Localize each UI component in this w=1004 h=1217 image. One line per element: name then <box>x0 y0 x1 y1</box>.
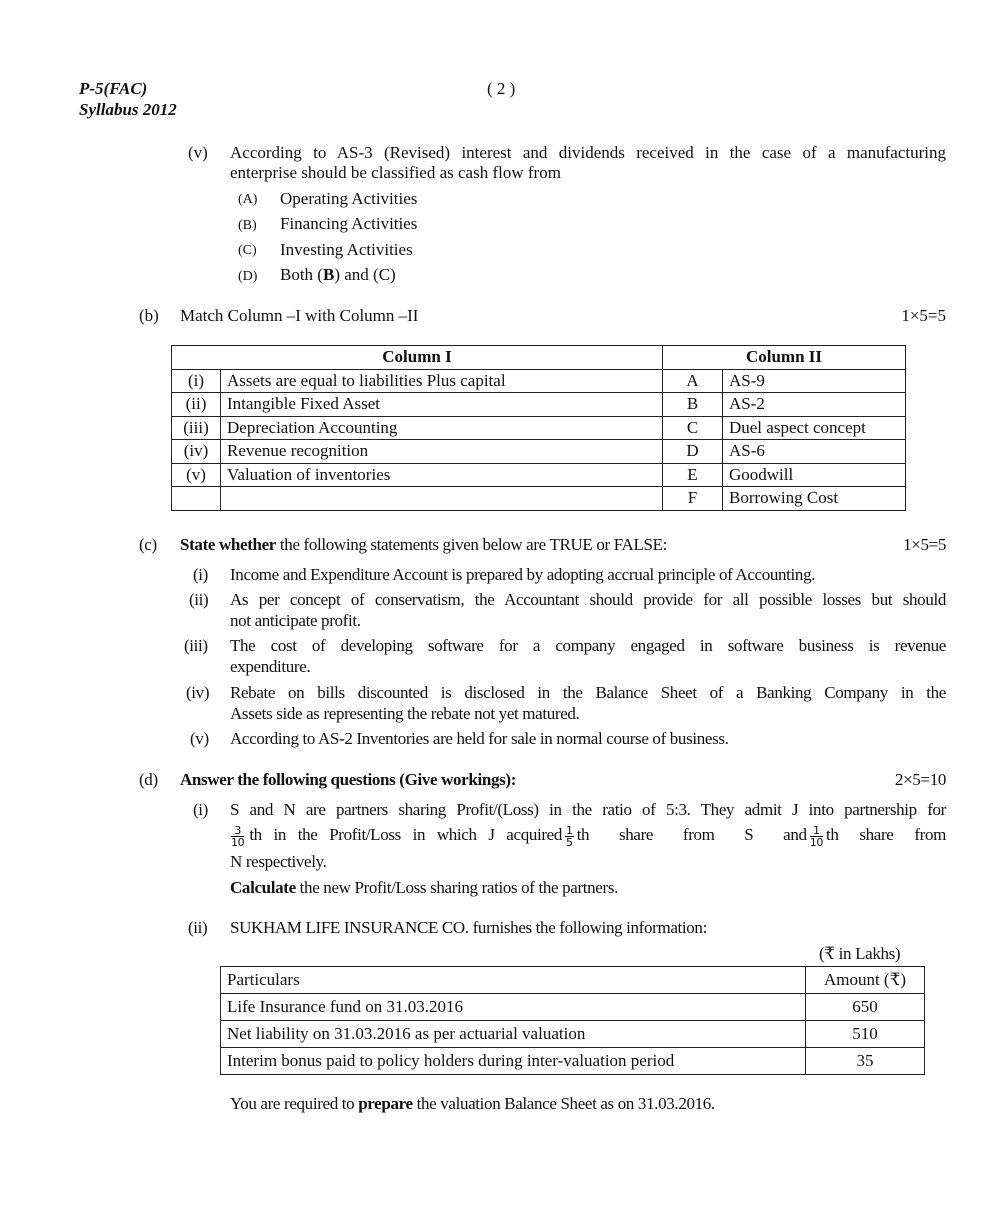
amount-cell: 510 <box>806 1021 925 1048</box>
part-title: Answer the following questions (Give workings): <box>180 770 517 789</box>
column-1-item: Valuation of inventories <box>221 463 663 487</box>
part-title: Match Column –I with Column –II <box>180 306 419 325</box>
question-number: (v) <box>188 143 208 162</box>
question-text: According to AS-3 (Revised) interest and dividends received in the case of a manufacturing <box>230 143 946 162</box>
part-title <box>180 535 667 555</box>
unit-label: (₹ in Lakhs) <box>819 944 901 963</box>
text-segment-3: th share from <box>826 824 946 844</box>
instruction-rest: the new Profit/Loss sharing ratios of the partners. <box>295 878 618 897</box>
column-2-item: Goodwill <box>722 463 905 487</box>
table-header-row <box>221 967 925 994</box>
table-row <box>172 440 906 464</box>
part-label: (d) <box>139 770 158 789</box>
text-segment-2: th share from S and <box>576 824 807 844</box>
row-key: A <box>662 369 722 393</box>
table-row <box>172 393 906 417</box>
instruction-pre: You are required to <box>230 1094 359 1113</box>
instruction-post: the valuation Balance Sheet as on 31.03.2016. <box>412 1094 715 1113</box>
instruction-bold: prepare <box>358 1094 413 1113</box>
marks: 1×5=5 <box>903 535 946 554</box>
instruction <box>230 878 618 898</box>
statement-number: (iii) <box>184 636 208 655</box>
option-key: (A) <box>238 192 258 207</box>
statement-text: Rebate on bills discounted is disclosed in the Balance Sheet of a Banking Company in the <box>230 683 946 702</box>
question-number: (ii) <box>188 918 208 937</box>
option-key: (D) <box>238 269 258 284</box>
fraction-numerator: 3 <box>231 825 244 837</box>
row-key: F <box>662 487 722 511</box>
particular-cell: Net liability on 31.03.2016 as per actuarial valuation <box>221 1021 806 1048</box>
part-label: (c) <box>139 535 157 554</box>
column-2-item: AS-6 <box>722 440 905 464</box>
statement-text: According to AS-2 Inventories are held for sale in normal course of business. <box>230 729 729 748</box>
fraction <box>810 825 823 848</box>
column-header: Amount (₹) <box>806 967 925 994</box>
statement-number: (ii) <box>189 590 209 609</box>
question-number: (i) <box>193 800 208 819</box>
table-row <box>221 994 925 1021</box>
question-text: N respectively. <box>230 852 327 871</box>
column-2-item: Duel aspect concept <box>722 416 905 440</box>
syllabus-label: Syllabus 2012 <box>79 100 177 119</box>
marks: 2×5=10 <box>894 770 946 789</box>
option-text-part: Both ( <box>280 265 323 284</box>
fraction-denominator: 10 <box>231 835 245 849</box>
table-row <box>221 1048 925 1075</box>
question-text: S and N are partners sharing Profit/(Loss) in the ratio of 5:3. They admit J into partnership for <box>230 800 946 819</box>
option-key: (B) <box>238 218 257 233</box>
table-row <box>172 463 906 487</box>
statement-text: The cost of developing software for a company engaged in software business is revenue <box>230 636 946 655</box>
option-text: Operating Activities <box>280 189 418 208</box>
statement-text: Income and Expenditure Account is prepared by adopting accrual principle of Accounting. <box>230 565 816 584</box>
table-row <box>172 369 906 393</box>
fraction-numerator: 1 <box>810 825 823 837</box>
option-text <box>280 265 396 285</box>
part-label: (b) <box>139 306 159 325</box>
option-text-part: ) and (C) <box>334 265 396 284</box>
row-key: E <box>662 463 722 487</box>
column-1-item: Depreciation Accounting <box>221 416 663 440</box>
statement-number: (i) <box>193 565 208 584</box>
row-number: (iv) <box>172 440 221 464</box>
table-row <box>172 416 906 440</box>
statement-text: Assets side as representing the rebate not yet matured. <box>230 704 580 723</box>
column-2-item: AS-9 <box>722 369 905 393</box>
option-key: (C) <box>238 243 257 258</box>
option-text-bold: B <box>322 265 335 284</box>
row-number: (v) <box>172 463 221 487</box>
particular-cell: Life Insurance fund on 31.03.2016 <box>221 994 806 1021</box>
table-row <box>172 487 906 511</box>
row-number <box>172 487 221 511</box>
question-text-with-fractions <box>228 820 946 852</box>
row-number: (i) <box>172 369 221 393</box>
column-2-item: AS-2 <box>722 393 905 417</box>
fraction <box>565 825 574 848</box>
fraction-denominator: 5 <box>566 835 573 849</box>
column-header: Column I <box>172 346 663 370</box>
question-text: SUKHAM LIFE INSURANCE CO. furnishes the following information: <box>230 918 707 937</box>
row-number: (ii) <box>172 393 221 417</box>
column-header: Column II <box>662 346 905 370</box>
column-1-item <box>221 487 663 511</box>
option-text: Investing Activities <box>280 240 413 259</box>
row-key: B <box>662 393 722 417</box>
text-segment-1: th in the Profit/Loss in which J acquired <box>249 824 563 844</box>
row-key: D <box>662 440 722 464</box>
fraction-numerator: 1 <box>566 823 573 837</box>
fraction <box>231 825 244 848</box>
table-row <box>221 1021 925 1048</box>
statement-number: (v) <box>190 729 209 748</box>
page-number: ( 2 ) <box>487 79 516 98</box>
fraction-denominator: 10 <box>809 835 823 849</box>
amount-cell: 650 <box>806 994 925 1021</box>
row-key: C <box>662 416 722 440</box>
question-text: enterprise should be classified as cash flow from <box>230 163 561 182</box>
part-title-rest: the following statements given below are TRUE or FALSE: <box>276 535 668 554</box>
insurance-data-table <box>220 966 925 1075</box>
paper-code: P-5(FAC) <box>79 79 148 98</box>
row-number: (iii) <box>172 416 221 440</box>
column-1-item: Revenue recognition <box>221 440 663 464</box>
instruction-bold: Calculate <box>230 878 296 897</box>
column-1-item: Intangible Fixed Asset <box>221 393 663 417</box>
text-segment <box>249 825 946 848</box>
instruction <box>230 1094 715 1114</box>
match-table <box>171 345 906 511</box>
statement-text: As per concept of conservatism, the Accountant should provide for all possible losses but should <box>230 590 946 609</box>
amount-cell: 35 <box>806 1048 925 1075</box>
statement-text: not anticipate profit. <box>230 611 361 630</box>
column-2-item: Borrowing Cost <box>722 487 905 511</box>
part-title-bold: State whether <box>180 535 277 554</box>
page-header <box>79 78 177 120</box>
column-header: Particulars <box>221 967 806 994</box>
statement-text: expenditure. <box>230 657 311 676</box>
column-1-item: Assets are equal to liabilities Plus capital <box>221 369 663 393</box>
option-text: Financing Activities <box>280 214 418 233</box>
marks: 1×5=5 <box>901 306 946 325</box>
particular-cell: Interim bonus paid to policy holders during inter-valuation period <box>221 1048 806 1075</box>
statement-number: (iv) <box>186 683 210 702</box>
